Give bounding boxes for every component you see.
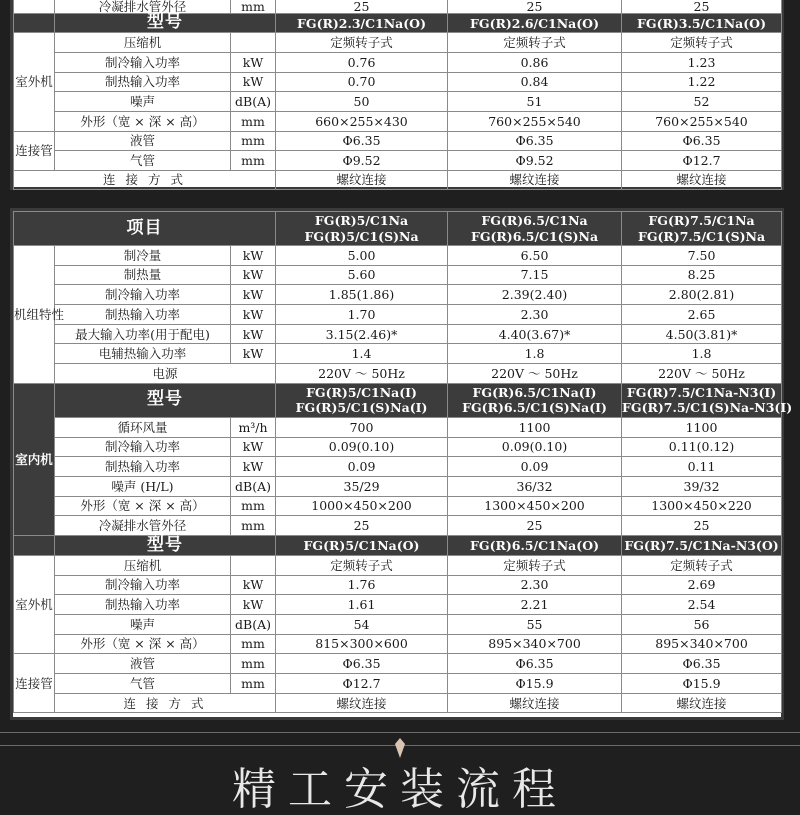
- group-pipe: 连接管: [14, 654, 55, 713]
- unit-cell: mm: [231, 634, 276, 654]
- value-cell: 定频转子式: [276, 555, 448, 575]
- row-label: 气管: [55, 674, 231, 694]
- value-cell: 7.15: [448, 265, 622, 285]
- unit-row: [14, 285, 782, 305]
- row-label: 外形（宽 × 深 × 高）: [55, 634, 231, 654]
- value-cell: 55: [448, 615, 622, 635]
- model-name: FG(R)6.5/C1Na(O): [448, 535, 622, 555]
- model-line: FG(R)5/C1Na: [314, 212, 409, 228]
- value-cell: 1.22: [622, 72, 782, 92]
- header-label: 型号: [55, 14, 276, 33]
- value-cell: 1.85(1.86): [276, 285, 448, 305]
- pipe-row: [14, 674, 782, 694]
- unit-cell: kW: [231, 595, 276, 615]
- value-cell: 25: [622, 516, 782, 536]
- group-outdoor: 室外机: [14, 33, 55, 131]
- unit-cell: [231, 33, 276, 53]
- value-cell: 52: [622, 92, 782, 112]
- row-label: 噪声: [55, 615, 231, 635]
- value-cell: 2.69: [622, 575, 782, 595]
- value-cell: 2.30: [448, 575, 622, 595]
- value-cell: Φ15.9: [448, 674, 622, 694]
- row-label: 循环风量: [55, 417, 231, 437]
- indoor-row: [14, 417, 782, 437]
- pipe-row: [14, 654, 782, 674]
- unit-cell: mm: [231, 674, 276, 694]
- unit-cell: mm: [231, 496, 276, 516]
- value-cell: 760×255×540: [448, 111, 622, 131]
- outdoor-row: [14, 634, 782, 654]
- model-name: FG(R)2.3/C1Na(O): [276, 14, 448, 33]
- value-cell: 760×255×540: [622, 111, 782, 131]
- group-indoor: 室内机: [14, 383, 55, 535]
- value-cell: Φ9.52: [276, 151, 448, 171]
- pipe-row: [14, 131, 782, 151]
- unit-cell: kW: [231, 324, 276, 344]
- row-label: 压缩机: [55, 33, 231, 53]
- value-cell: 0.86: [448, 52, 622, 72]
- value-cell: 定频转子式: [622, 33, 782, 53]
- drain-pipe-row: [14, 0, 782, 14]
- value-cell: 1100: [448, 417, 622, 437]
- value-cell: 700: [276, 417, 448, 437]
- row-label: 制冷输入功率: [55, 285, 231, 305]
- value-cell: 56: [622, 615, 782, 635]
- value-cell: 35/29: [276, 476, 448, 496]
- value-cell: 1.4: [276, 344, 448, 364]
- unit-cell: mm: [231, 151, 276, 171]
- group-pipe: 连接管: [14, 131, 55, 170]
- value-cell: 定频转子式: [448, 555, 622, 575]
- unit-cell: dB(A): [231, 476, 276, 496]
- unit-cell: kW: [231, 285, 276, 305]
- row-label: 噪声 (H/L): [55, 476, 231, 496]
- model-name: [622, 212, 782, 246]
- unit-cell: kW: [231, 457, 276, 477]
- spec-table-small-models: [13, 0, 782, 190]
- row-label: 液管: [55, 131, 231, 151]
- outdoor-row: [14, 555, 782, 575]
- value-cell: 螺纹连接: [448, 693, 622, 713]
- value-cell: 4.50(3.81)*: [622, 324, 782, 344]
- value-cell: Φ6.35: [622, 654, 782, 674]
- model-line: FG(R)6.5/C1(S)Na(I): [462, 400, 607, 416]
- value-cell: 2.54: [622, 595, 782, 615]
- item-header-row: [14, 212, 782, 246]
- unit-row: [14, 246, 782, 266]
- value-cell: 25: [276, 516, 448, 536]
- value-cell: 4.40(3.67)*: [448, 324, 622, 344]
- value-cell: 1300×450×220: [622, 496, 782, 516]
- unit-cell: mm: [231, 111, 276, 131]
- indoor-row: [14, 437, 782, 457]
- unit-cell: dB(A): [231, 92, 276, 112]
- unit-cell: m³/h: [231, 417, 276, 437]
- value-cell: 5.00: [276, 246, 448, 266]
- row-label: 液管: [55, 654, 231, 674]
- row-label: 制热输入功率: [55, 457, 231, 477]
- row-label: 气管: [55, 151, 231, 171]
- header-label: 项目: [14, 212, 276, 246]
- value-cell: Φ15.9: [622, 674, 782, 694]
- model-name: [276, 212, 448, 246]
- value-cell: 1.76: [276, 575, 448, 595]
- row-label: 制冷输入功率: [55, 52, 231, 72]
- value-cell: 1000×450×200: [276, 496, 448, 516]
- value-cell: Φ6.35: [622, 131, 782, 151]
- value-cell: 6.50: [448, 246, 622, 266]
- value-cell: 8.25: [622, 265, 782, 285]
- value-cell: 2.30: [448, 305, 622, 325]
- value-cell: 220V ～ 50Hz: [622, 364, 782, 384]
- value-cell: 定频转子式: [448, 33, 622, 53]
- outdoor-row: [14, 52, 782, 72]
- group-outdoor: 室外机: [14, 555, 55, 653]
- outdoor-row: [14, 92, 782, 112]
- value-cell: 895×340×700: [448, 634, 622, 654]
- model-line: FG(R)7.5/C1Na: [648, 212, 755, 228]
- value-cell: 0.70: [276, 72, 448, 92]
- value-cell: 815×300×600: [276, 634, 448, 654]
- value-cell: 2.80(2.81): [622, 285, 782, 305]
- row-label: 外形（宽 × 深 × 高）: [55, 111, 231, 131]
- value-cell: 0.11(0.12): [622, 437, 782, 457]
- model-line: FG(R)6.5/C1Na: [481, 212, 588, 228]
- unit-cell: mm: [231, 654, 276, 674]
- value-cell: 54: [276, 615, 448, 635]
- indoor-header-row: [14, 383, 782, 417]
- row-label: 电辅热输入功率: [55, 344, 231, 364]
- unit-cell: kW: [231, 246, 276, 266]
- indoor-row: [14, 457, 782, 477]
- row-label: 制冷输入功率: [55, 437, 231, 457]
- model-name: [622, 383, 793, 417]
- value-cell: 25: [448, 0, 622, 14]
- value-cell: 0.11: [622, 457, 782, 477]
- model-name: FG(R)7.5/C1Na-N3(O): [622, 535, 782, 555]
- spec-table-large-models: [13, 211, 793, 713]
- unit-row: [14, 305, 782, 325]
- value-cell: 0.09: [276, 457, 448, 477]
- outdoor-row: [14, 72, 782, 92]
- value-cell: 1.61: [276, 595, 448, 615]
- outdoor-row: [14, 33, 782, 53]
- unit-cell: mm: [231, 516, 276, 536]
- unit-row: [14, 265, 782, 285]
- outdoor-row: [14, 575, 782, 595]
- section-title: 精工安装流程: [232, 764, 568, 815]
- header-blank: [14, 14, 55, 33]
- unit-cell: kW: [231, 265, 276, 285]
- indoor-row: [14, 516, 782, 536]
- row-label: 外形（宽 × 深 × 高）: [55, 496, 231, 516]
- row-label: 制热输入功率: [55, 305, 231, 325]
- row-label: 连 接 方 式: [14, 170, 276, 189]
- unit-cell: dB(A): [231, 615, 276, 635]
- unit-cell: kW: [231, 52, 276, 72]
- header-blank: [14, 535, 55, 555]
- value-cell: 25: [276, 0, 448, 14]
- value-cell: 50: [276, 92, 448, 112]
- value-cell: 1.23: [622, 52, 782, 72]
- unit-row: [14, 324, 782, 344]
- value-cell: 25: [448, 516, 622, 536]
- value-cell: 39/32: [622, 476, 782, 496]
- unit-cell: kW: [231, 575, 276, 595]
- value-cell: 7.50: [622, 246, 782, 266]
- value-cell: 2.21: [448, 595, 622, 615]
- value-cell: 螺纹连接: [622, 170, 782, 189]
- row-label: 制热输入功率: [55, 72, 231, 92]
- value-cell: Φ6.35: [448, 654, 622, 674]
- row-label: 冷凝排水管外径: [55, 516, 231, 536]
- unit-cell: kW: [231, 305, 276, 325]
- model-line: FG(R)5/C1Na(I): [306, 384, 417, 400]
- value-cell: Φ6.35: [276, 131, 448, 151]
- row-label: 电源: [55, 364, 276, 384]
- row-label: 最大输入功率(用于配电): [55, 324, 231, 344]
- row-label: 制热量: [55, 265, 231, 285]
- model-line: FG(R)7.5/C1Na-N3(I): [626, 384, 777, 400]
- model-line: FG(R)6.5/C1Na(I): [472, 384, 597, 400]
- value-cell: 660×255×430: [276, 111, 448, 131]
- row-label: 冷凝排水管外径: [55, 0, 231, 14]
- unit-cell: [231, 555, 276, 575]
- model-name: [448, 383, 622, 417]
- value-cell: 3.15(2.46)*: [276, 324, 448, 344]
- value-cell: 螺纹连接: [276, 170, 448, 189]
- group-unit: 机组特性: [14, 246, 55, 384]
- model-name: [276, 383, 448, 417]
- value-cell: 51: [448, 92, 622, 112]
- outdoor-row: [14, 595, 782, 615]
- value-cell: 36/32: [448, 476, 622, 496]
- value-cell: 5.60: [276, 265, 448, 285]
- model-name: FG(R)5/C1Na(O): [276, 535, 448, 555]
- value-cell: Φ12.7: [276, 674, 448, 694]
- value-cell: 25: [622, 0, 782, 14]
- row-label: 连 接 方 式: [55, 693, 276, 713]
- value-cell: 895×340×700: [622, 634, 782, 654]
- outdoor-row: [14, 111, 782, 131]
- row-label: 噪声: [55, 92, 231, 112]
- model-line: FG(R)7.5/C1(S)Na: [637, 228, 766, 244]
- value-cell: 1.70: [276, 305, 448, 325]
- model-name: [448, 212, 622, 246]
- value-cell: 螺纹连接: [276, 693, 448, 713]
- connection-row: [14, 693, 782, 713]
- model-line: FG(R)6.5/C1(S)Na: [470, 228, 599, 244]
- value-cell: 220V ～ 50Hz: [448, 364, 622, 384]
- unit-cell: kW: [231, 437, 276, 457]
- connection-row: [14, 170, 782, 189]
- outdoor-header-row: [14, 535, 782, 555]
- value-cell: 定频转子式: [276, 33, 448, 53]
- model-name: FG(R)2.6/C1Na(O): [448, 14, 622, 33]
- value-cell: 0.84: [448, 72, 622, 92]
- model-line: FG(R)5/C1(S)Na: [304, 228, 419, 244]
- value-cell: 220V ～ 50Hz: [276, 364, 448, 384]
- row-label: 制热输入功率: [55, 595, 231, 615]
- unit-cell: kW: [231, 344, 276, 364]
- value-cell: 1300×450×200: [448, 496, 622, 516]
- value-cell: 1.8: [448, 344, 622, 364]
- value-cell: 定频转子式: [622, 555, 782, 575]
- row-label: 制冷量: [55, 246, 231, 266]
- indoor-row: [14, 476, 782, 496]
- value-cell: 1.8: [622, 344, 782, 364]
- model-line: FG(R)5/C1(S)Na(I): [295, 400, 428, 416]
- outdoor-row: [14, 615, 782, 635]
- header-label: 型号: [55, 535, 276, 555]
- value-cell: Φ9.52: [448, 151, 622, 171]
- pipe-row: [14, 151, 782, 171]
- model-line: FG(R)7.5/C1(S)Na-N3(I): [622, 400, 793, 416]
- value-cell: 1100: [622, 417, 782, 437]
- value-cell: 0.76: [276, 52, 448, 72]
- value-cell: 0.09: [448, 457, 622, 477]
- unit-cell: mm: [231, 0, 276, 14]
- value-cell: 0.09(0.10): [448, 437, 622, 457]
- row-label: 压缩机: [55, 555, 231, 575]
- row-label: 制冷输入功率: [55, 575, 231, 595]
- value-cell: 螺纹连接: [448, 170, 622, 189]
- value-cell: 0.09(0.10): [276, 437, 448, 457]
- value-cell: 2.65: [622, 305, 782, 325]
- spec-sheet-small-models: [10, 0, 784, 190]
- power-row: [14, 364, 782, 384]
- header-label: 型号: [55, 383, 276, 417]
- outdoor-header-row: [14, 14, 782, 33]
- spec-sheet-large-models: [10, 208, 793, 720]
- value-cell: Φ6.35: [276, 654, 448, 674]
- value-cell: 2.39(2.40): [448, 285, 622, 305]
- value-cell: Φ6.35: [448, 131, 622, 151]
- indoor-row: [14, 496, 782, 516]
- unit-row: [14, 344, 782, 364]
- value-cell: Φ12.7: [622, 151, 782, 171]
- unit-cell: kW: [231, 72, 276, 92]
- unit-cell: mm: [231, 131, 276, 151]
- model-name: FG(R)3.5/C1Na(O): [622, 14, 782, 33]
- value-cell: 螺纹连接: [622, 693, 782, 713]
- group-blank: [14, 0, 55, 14]
